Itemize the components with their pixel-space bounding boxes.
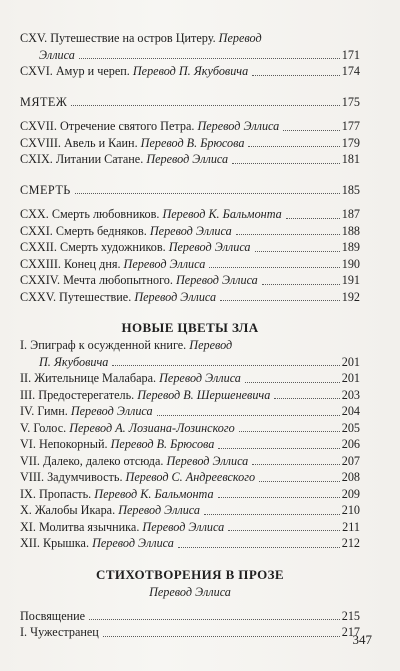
toc-entry [20,469,360,486]
toc-entry [20,436,360,453]
entry-translator-cont: П. Якубовича [39,354,109,369]
dot-leader [252,75,340,76]
dot-leader [283,130,339,131]
toc-entry [20,223,360,240]
toc-entry [20,30,360,63]
entry-page: 211 [342,519,360,534]
entry-translator: Перевод Эллиса [134,289,217,304]
entry-translator: Перевод Эллиса [92,536,174,550]
entry-title: CXXIII. Конец дня. [20,256,121,271]
section-heading-stikhotvoreniya-v-proze: СТИХОТВОРЕНИЯ В ПРОЗЕ [96,566,284,582]
section-page: 185 [341,182,360,197]
entry-title: CXV. Путешествие на остров Цитеру. [20,31,216,45]
entry-title: V. Голос. [20,420,67,435]
dot-leader [248,146,339,147]
entry-title: I. Эпиграф к осужденной книге. [20,338,187,352]
toc-entry [20,256,360,273]
dot-leader [255,251,340,252]
entry-title: CXX. Смерть любовников. [20,207,160,221]
entry-translator: Перевод Эллиса [118,503,200,517]
toc-entry [20,370,360,387]
toc-entry [20,289,360,306]
section-title: МЯТЕЖ [20,94,68,109]
entry-title: II. Жительнице Малабара. [20,371,157,385]
entry-page: 187 [341,207,360,221]
dot-leader [232,163,340,164]
entry-title: CXXIV. Мечта любопытного. [20,273,173,287]
entry-translator: Перевод Эллиса [159,371,241,385]
toc-entry [20,135,360,152]
toc-entry [20,118,360,135]
dot-leader [178,547,340,548]
toc-entry [20,151,360,168]
dot-leader [209,267,339,268]
entry-page: 174 [341,64,360,78]
entry-title: XI. Молитва язычника. [20,519,140,534]
entry-page: 188 [341,223,360,238]
entry-title: VIII. Задумчивость. [20,470,123,484]
dot-leader [75,193,340,194]
entry-title: I. Чужестранец [20,625,99,639]
entry-translator: Перевод В. Шершеневича [137,387,271,402]
entry-translator: Перевод Эллиса [123,256,206,271]
entry-translator: Перевод Эллиса [168,240,251,254]
entry-page: 192 [341,289,360,304]
toc-entry [20,206,360,223]
entry-page: 203 [341,387,360,402]
entry-page: 201 [341,354,360,369]
entry-page: 212 [341,536,360,550]
section-subheading-translator: Перевод Эллиса [149,584,231,599]
dot-leader [236,234,340,235]
entry-page: 201 [341,371,360,385]
page-number: 347 [352,632,372,647]
dot-leader [79,58,340,59]
toc-entry [20,272,360,289]
toc-entry [20,387,360,404]
entry-title: IX. Пропасть. [20,486,92,501]
entry-translator: Перевод Эллиса [142,519,225,534]
entry-title: VI. Непокорный. [20,437,108,451]
entry-title: IV. Гимн. [20,404,68,418]
dot-leader [220,300,340,301]
entry-title: VII. Далеко, далеко отсюда. [20,453,164,468]
toc-entry [20,420,360,437]
entry-page: 177 [341,119,360,133]
toc-entry [20,608,360,625]
entry-translator: Перевод [189,338,233,352]
toc-entry [20,239,360,256]
section-entry-myatezh [20,94,360,111]
entry-title: Посвящение [20,608,86,623]
dot-leader [262,284,340,285]
entry-title: CXVIII. Авель и Каин. [20,135,138,150]
toc-entry [20,63,360,80]
entry-translator: Перевод С. Андреевского [125,470,256,484]
entry-translator: Перевод Эллиса [70,404,153,418]
entry-translator: Перевод Эллиса [197,119,280,133]
entry-title: CXIX. Литании Сатане. [20,152,144,166]
entry-page: 205 [341,420,360,435]
dot-leader [157,415,340,416]
dot-leader [71,105,339,106]
entry-page: 179 [341,135,360,150]
dot-leader [103,636,340,637]
entry-title: CXXV. Путешествие. [20,289,132,304]
dot-leader [286,218,340,219]
entry-translator: Перевод К. Бальмонта [162,207,282,221]
entry-page: 215 [341,608,360,623]
toc-entry [20,519,360,536]
entry-title: XII. Крышка. [20,536,90,550]
entry-page: 189 [341,240,360,254]
dot-leader [112,365,339,366]
toc-entry [20,535,360,552]
toc-entry [20,453,360,470]
entry-translator: Перевод Эллиса [175,273,258,287]
entry-translator: Перевод [218,31,262,45]
entry-translator: Перевод В. Брюсова [110,437,215,451]
entry-title: CXVII. Отречение святого Петра. [20,119,195,133]
entry-title: CXXI. Смерть бедняков. [20,223,147,238]
entry-title: CXXII. Смерть художников. [20,240,166,254]
entry-translator: Перевод К. Бальмонта [94,486,214,501]
dot-leader [252,464,339,465]
section-title: СМЕРТЬ [20,182,71,197]
entry-translator: Перевод П. Якубовича [132,64,249,78]
toc-entry [20,403,360,420]
dot-leader [204,514,340,515]
dot-leader [218,448,339,449]
entry-translator: Перевод Эллиса [146,152,229,166]
toc-entry [20,502,360,519]
toc-entry [20,337,360,370]
entry-page: 204 [341,404,360,418]
entry-page: 191 [341,273,360,287]
entry-translator: Перевод Эллиса [166,453,249,468]
dot-leader [245,382,340,383]
entry-page: 190 [341,256,360,271]
dot-leader [259,481,340,482]
toc-entry [20,624,360,641]
entry-translator: Перевод А. Лозиана-Лозинского [69,420,235,435]
entry-page: 217 [341,625,360,639]
table-of-contents [20,30,360,641]
dot-leader [274,398,339,399]
entry-page: 181 [341,152,360,166]
dot-leader [228,530,340,531]
entry-page: 208 [341,470,360,484]
entry-page: 207 [341,453,360,468]
section-heading-novye-tsvety-zla: НОВЫЕ ЦВЕТЫ ЗЛА [121,320,259,335]
entry-title: III. Предостерегатель. [20,387,135,402]
dot-leader [218,497,340,498]
toc-entry [20,486,360,503]
entry-page: 210 [341,503,360,517]
entry-page: 206 [341,437,360,451]
section-page: 175 [341,94,360,109]
entry-translator-cont: Эллиса [39,47,75,62]
entry-title: CXVI. Амур и череп. [20,64,130,78]
section-entry-smert [20,182,360,199]
entry-title: X. Жалобы Икара. [20,503,116,517]
dot-leader [89,619,340,620]
dot-leader [239,431,340,432]
entry-page: 171 [341,47,360,62]
entry-translator: Перевод В. Брюсова [140,135,245,150]
entry-translator: Перевод Эллиса [149,223,232,238]
entry-page: 209 [341,486,360,501]
